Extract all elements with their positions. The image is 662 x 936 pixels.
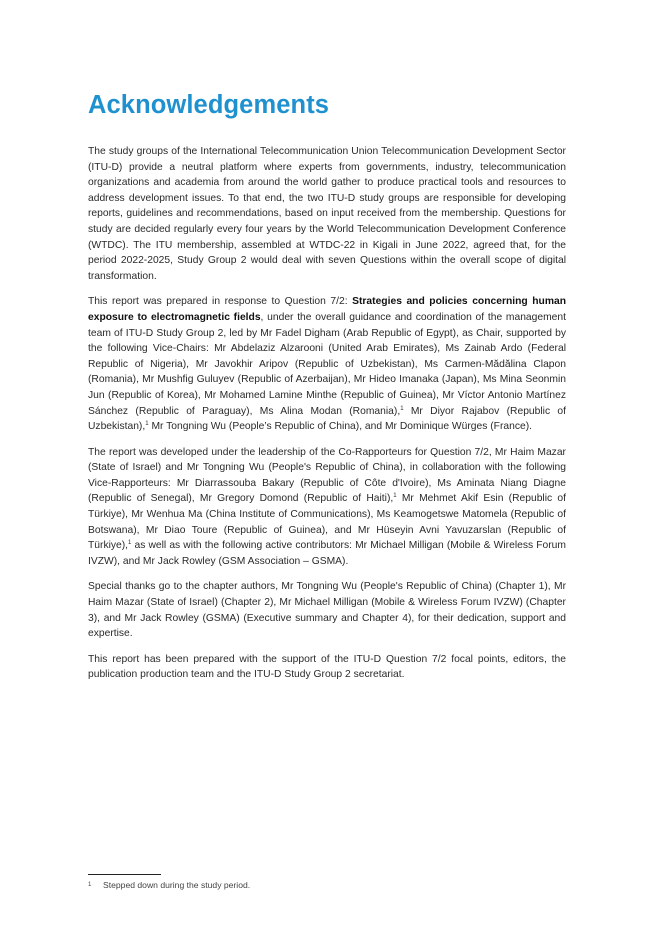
paragraph-chapter-authors: Special thanks go to the chapter authors, Mr Tongning Wu (People's Republic of China) (Chapter 1), Mr Haim Mazar (State of Israel) (Chapter 2), Mr Michael Milligan (Mobile & Wireless Forum IVZW) (Chapter 3), and Mr Jack Rowley (GSMA) (Executive summary and Chapter 4), for their dedication, support and expertise. [88, 581, 566, 640]
footnote-ref[interactable]: 1 [400, 405, 404, 412]
page-title: Acknowledgements [88, 91, 330, 119]
paragraph-management-team [88, 294, 566, 434]
question-title: Strategies and policies concerning human exposure to electromagnetic fields [88, 296, 566, 323]
footnote [88, 879, 250, 891]
footnote-ref[interactable]: 1 [145, 421, 149, 428]
document-body [88, 144, 566, 693]
paragraph-intro: The study groups of the International Telecommunication Union Telecommunication Development Sector (ITU-D) provide a neutral platform where experts from governments, industry, telecommunication organizations and academia from around the world gather to produce practical tools and resources to address development issues. To that end, the two ITU-D study groups are responsible for developing reports, guidelines and recommendations, based on input received from the membership. Questions for study are decided regularly every four years by the World Telecommunication Development Conference (WTDC). The ITU membership, assembled at WTDC-22 in Kigali in June 2022, agreed that, for the period 2022-2025, Study Group 2 would deal with seven Questions within the overall scope of digital transformation. [88, 146, 566, 282]
paragraph-text: The report was developed under the leadership of the Co-Rapporteurs for Question 7/2, Mr Haim Mazar (State of Israel) and Mr Tongning Wu (People's Republic of China), in collaboration with the following Vice-Rapporteurs: Mr Diarrassouba Bakary (Republic of Côte d'Ivoire), Ms Aminata Niang Diagne (Republic of Senegal), Mr Gregory Domond (Republic of Haiti), [88, 446, 566, 505]
footnote-ref[interactable]: 1 [128, 540, 132, 547]
paragraph-text: Mr Mehmet Akif Esin (Republic of Türkiye), Mr Wenhua Ma (China Institute of Communications), Ms Keamogetswe Matomela (Republic of Botswana), Mr Diao Toure (Republic of Guinea), and Mr Hüseyin Avni Yavuzarslan (Republic of Türkiye), [88, 493, 566, 552]
footnote-ref[interactable]: 1 [393, 493, 397, 500]
paragraph-text: This report was prepared in response to Question 7/2: [88, 296, 353, 308]
paragraph-text: as well as with the following active contributors: Mr Michael Milligan (Mobile & Wireless Forum IVZW), and Mr Jack Rowley (GSM Association – GSMA). [88, 540, 566, 567]
footnote-text: Stepped down during the study period. [103, 880, 251, 890]
paragraph-text: Mr Tongning Wu (People’s Republic of China), and Mr Dominique Würges (France). [148, 421, 533, 433]
paragraph-text: Mr Diyor Rajabov (Republic of Uzbekistan), [88, 405, 566, 433]
paragraph-rapporteurs [88, 445, 566, 570]
footnote-divider [88, 874, 161, 875]
paragraph-text: , under the overall guidance and coordination of the management team of ITU-D Study Group 2, led by Mr Fadel Digham (Arab Republic of Egypt), as Chair, supported by the following Vice-Chairs: Mr Abdelaziz Alzarooni (United Arab Emirates), Ms Zainab Ardo (Federal Republic of Nigeria), Mr Javokhir Aripov (Republic of Uzbekistan), Ms Carmen-Mădălina Clapon (Romania), Mr Mushfig Guluyev (Republic of Azerbaijan), Mr Hideo Imanaka (Japan), Ms Mina Seonmin Jun (Republic of Korea), Mr Mohamed Lamine Minthe (Republic of Guinea), Mr Víctor Antonio Martínez Sánchez (Republic of Paraguay), Ms Alina Modan (Romania), [88, 311, 566, 417]
paragraph-support: This report has been prepared with the support of the ITU-D Question 7/2 focal points, editors, the publication production team and the ITU-D Study Group 2 secretariat. [88, 653, 566, 681]
footnote-number: 1 [88, 882, 92, 888]
